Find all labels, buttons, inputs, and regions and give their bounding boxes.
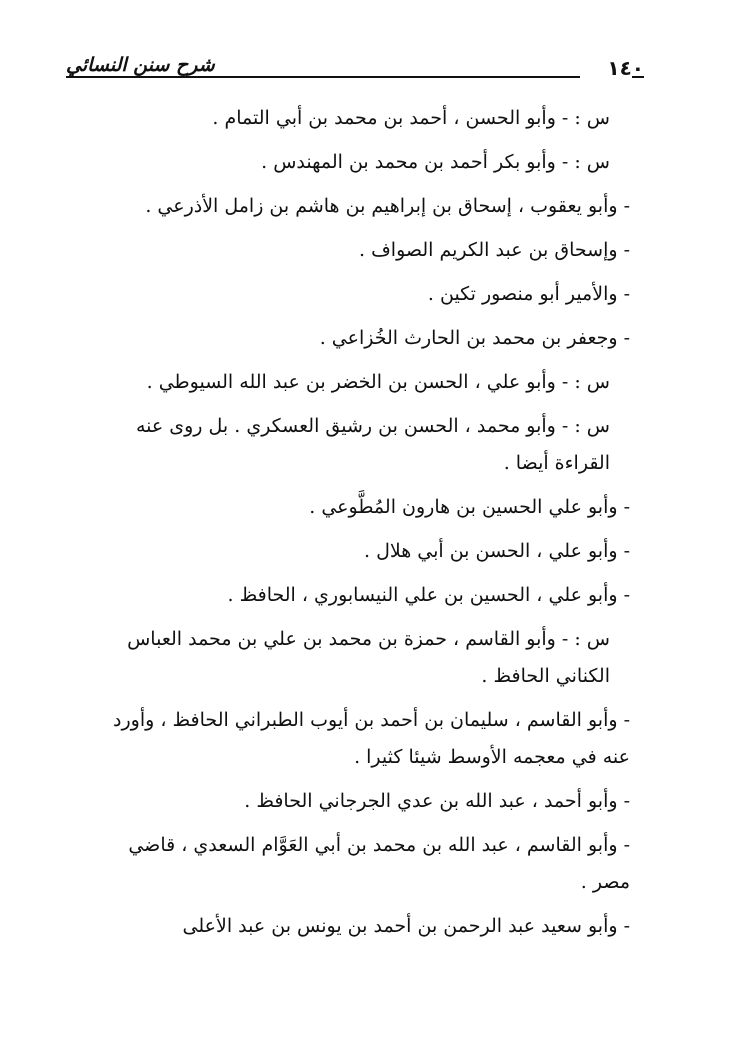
page-header — [66, 52, 644, 88]
entry-14: - وأبو أحمد ، عبد الله بن عدي الجرجاني الحافظ . — [244, 790, 630, 812]
running-title: شرح سنن النسائي — [66, 54, 215, 76]
header-rule — [66, 76, 580, 78]
entry-15: - وأبو القاسم ، عبد الله بن محمد بن أبي العَوَّام السعدي ، قاضي مصر . — [128, 834, 630, 893]
entry-13: - وأبو القاسم ، سليمان بن أحمد بن أيوب الطبراني الحافظ ، وأورد عنه في معجمه الأوسط شيئا كثيرا . — [113, 709, 630, 768]
page-body — [90, 100, 630, 952]
entry-7: س : - وأبو علي ، الحسن بن الخضر بن عبد الله السيوطي . — [146, 371, 610, 393]
entry-10: - وأبو علي ، الحسن بن أبي هلال . — [364, 540, 630, 562]
header-rule-tail — [632, 76, 644, 78]
entry-6: - وجعفر بن محمد بن الحارث الخُزاعي . — [319, 327, 630, 349]
entry-8: س : - وأبو محمد ، الحسن بن رشيق العسكري . بل روى عنه القراءة أيضا . — [135, 415, 610, 474]
entry-3: - وأبو يعقوب ، إسحاق بن إبراهيم بن هاشم بن زامل الأذرعي . — [145, 195, 630, 217]
entry-11: - وأبو علي ، الحسين بن علي النيسابوري ، الحافظ . — [227, 584, 630, 606]
entry-4: - وإسحاق بن عبد الكريم الصواف . — [359, 239, 630, 261]
entry-12: س : - وأبو القاسم ، حمزة بن محمد بن علي بن محمد العباس الكناني الحافظ . — [127, 628, 610, 687]
page-number: ١٤٠ — [607, 56, 644, 80]
entry-5: - والأمير أبو منصور تكين . — [427, 283, 630, 305]
entry-9: - وأبو علي الحسين بن هارون المُطَّوعي . — [309, 496, 630, 518]
entry-1: س : - وأبو الحسن ، أحمد بن محمد بن أبي التمام . — [212, 107, 610, 129]
entry-16: - وأبو سعيد عبد الرحمن بن أحمد بن يونس بن عبد الأعلى — [182, 915, 630, 937]
entry-2: س : - وأبو بكر أحمد بن محمد بن المهندس . — [261, 151, 610, 173]
